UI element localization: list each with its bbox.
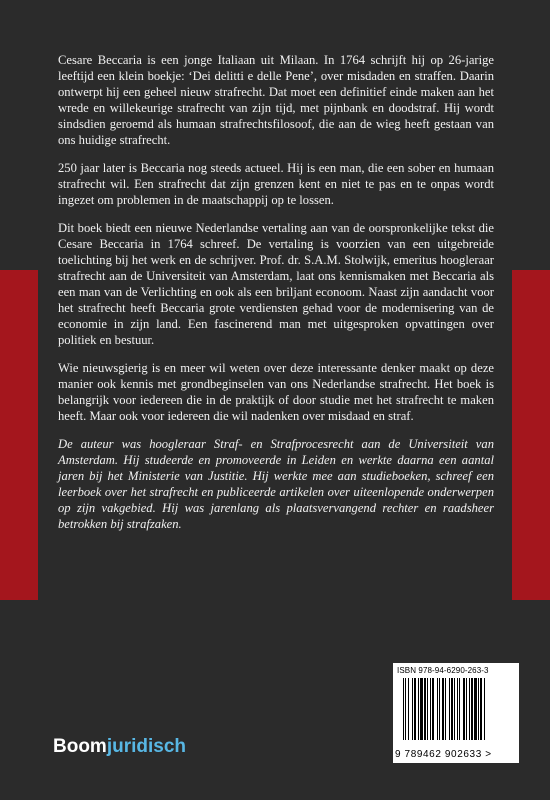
- blurb-paragraph: Wie nieuwsgierig is en meer wil weten over deze interessante denker maakt op deze manier ook kennis met grondbeginselen van ons Nederlandse strafrecht. Het boek is belangrijk voor iedereen die in de praktijk of door studie met het strafrecht te maken heeft. Maar ook voor iedereen die wil nadenken over misdaad en straf.: [58, 361, 494, 423]
- blurb-text: [58, 52, 494, 544]
- barcode-digits: 9 789462 902633 >: [395, 749, 492, 760]
- barcode-bar: [412, 678, 413, 740]
- blurb-paragraph: Cesare Beccaria is een jonge Italiaan uit Milaan. In 1764 schrijft hij op 26-jarige leeftijd een klein boekje: ‘Dei delitti e delle Pene’, over misdaden en straffen. Daarin ontwerpt hij een geheel nieuw strafrecht. Dat moet een definitief einde maken aan het wrede en willekeurige strafrecht van zijn tijd, met pijnbank en doodstraf. Hij wordt sindsdien geroemd als humaan strafrechtsfilosoof, die aan de wieg heeft gestaan van ons huidige strafrecht.: [58, 53, 494, 147]
- barcode-bar: [480, 678, 482, 740]
- barcode-bar: [439, 678, 440, 740]
- publisher-logo-part2: juridisch: [106, 736, 187, 757]
- barcode-bar: [463, 678, 465, 740]
- barcode-bar: [430, 678, 431, 740]
- barcode-bar: [469, 678, 470, 740]
- barcode-bar: [474, 678, 477, 740]
- blurb-paragraph: 250 jaar later is Beccaria nog steeds actueel. Hij is een man, die een sober en humaan strafrecht wil. Een strafrecht dat zijn grenzen kent en niet te pas en te onpas wordt ingezet om problemen in de maatschappij op te lossen.: [58, 161, 494, 207]
- author-bio: De auteur was hoogleraar Straf- en Strafprocesrecht aan de Universiteit van Amsterdam. Hij studeerde en promoveerde in Leiden en werkte daarna een aantal jaren bij het Ministerie van Justitie. Hij werkte mee aan studieboeken, schreef een leerboek over het strafrecht en publiceerde artikelen over uiteenlopende onderwerpen op zijn vakgebied. Hij was jarenlang als plaatsvervangend rechter en raadsheer betrokken bij strafzaken.: [58, 437, 494, 531]
- barcode-bar: [466, 678, 467, 740]
- barcode-bar: [408, 678, 409, 740]
- publisher-logo-part1: Boom: [53, 736, 107, 757]
- barcode-bar: [424, 678, 426, 740]
- barcode-bar: [445, 678, 446, 740]
- red-accent-band-right: [512, 270, 550, 600]
- isbn-barcode: [393, 663, 519, 763]
- barcode-bar: [432, 678, 434, 740]
- barcode-bar: [418, 678, 419, 740]
- barcode-bar: [427, 678, 428, 740]
- isbn-label: ISBN 978-94-6290-263-3: [397, 666, 489, 675]
- barcode-bar: [484, 678, 485, 740]
- barcode-bar: [459, 678, 460, 740]
- barcode-bar: [471, 678, 473, 740]
- barcode-bar: [478, 678, 479, 740]
- publisher-logo: [53, 736, 186, 758]
- barcode-bar: [403, 678, 404, 740]
- barcode-bar: [420, 678, 423, 740]
- barcode-bar: [437, 678, 438, 740]
- barcode-bar: [449, 678, 450, 740]
- barcode-bar: [414, 678, 416, 740]
- barcode-bar: [457, 678, 458, 740]
- barcode-bar: [451, 678, 453, 740]
- barcode-bar: [405, 678, 406, 740]
- red-accent-band-left: [0, 270, 38, 600]
- barcode-bars: [403, 678, 509, 740]
- barcode-bar: [454, 678, 455, 740]
- barcode-bar: [442, 678, 444, 740]
- blurb-paragraph: Dit boek biedt een nieuwe Nederlandse vertaling aan van de oorspronkelijke tekst die Cesare Beccaria in 1764 schreef. De vertaling is voorzien van een uitgebreide toelichting bij het werk en de schrijver. Prof. dr. S.A.M. Stolwijk, emeritus hoogleraar strafrecht aan de Universiteit van Amsterdam, laat ons kennismaken met Beccaria als een man van de Verlichting en ook als een briljant econoom. Naast zijn aandacht voor het strafrecht heeft Beccaria grote verdiensten gehad voor de modernisering van de economie in zijn land. Een fascinerend man met uitgesproken opvattingen over politiek en bestuur.: [58, 221, 494, 347]
